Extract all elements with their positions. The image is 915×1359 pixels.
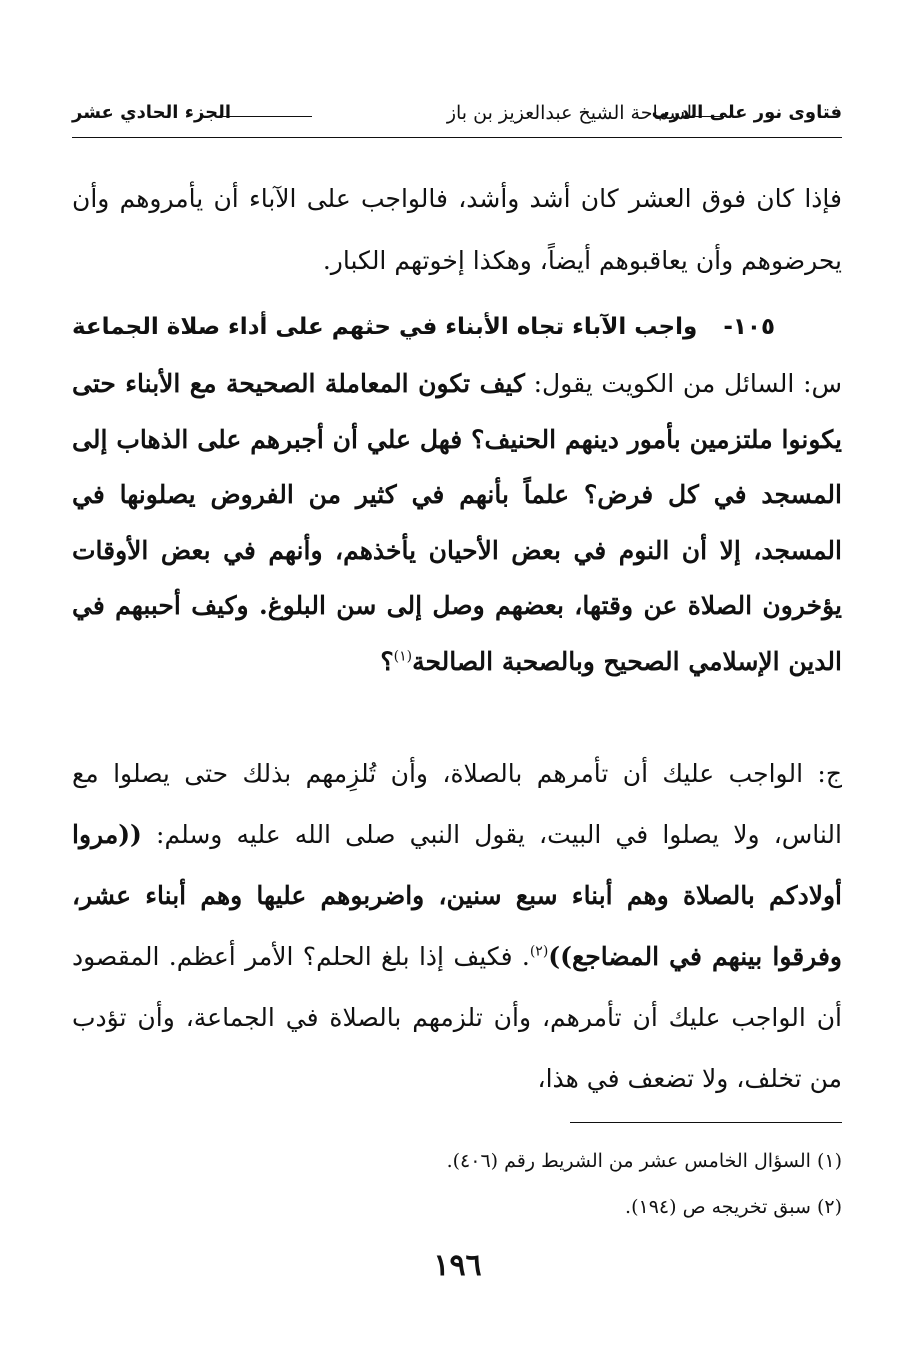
footnote-2: (٢) سبق تخريجه ص (١٩٤). [625,1196,842,1218]
question-mark: ؟ [380,646,394,676]
answer-paragraph [72,743,842,1109]
section-title: واجب الآباء تجاه الأبناء في حثهم على أداء صلاة الجماعة [71,314,698,340]
answer-text-2: . فكيف إذا بلغ الحلم؟ الأمر أعظم. المقصود أن الواجب عليك أن تأمرهم، وأن تلزمهم بالصلاة في الجماعة، وأن تؤدب من تخلف، ولا تضعف في هذا، [72,942,842,1093]
volume-label: الجزء الحادي عشر [72,102,232,123]
hadith-quote: ((مروا أولادكم بالصلاة وهم أبناء سبع سنين، واضربوهم عليها وهم أبناء عشر، وفرقوا بينهم في المضاجع)) [72,820,842,971]
header-dash [222,116,312,117]
footnote-ref-2: (٢) [529,943,549,960]
question-paragraph [72,356,842,689]
header-dash [694,116,730,117]
section-heading [71,305,775,349]
running-header [72,98,842,138]
question-text: كيف تكون المعاملة الصحيحة مع الأبناء حتى يكونوا ملتزمين بأمور دينهم الحنيف؟ فهل علي أن أجبرهم على الذهاب إلى المسجد في كل فرض؟ علماً بأنهم في كثير من الفروض يصلونها في المسجد، إلا أن النوم في بعض الأحيان يأخذهم، وأنهم في بعض الأوقات يؤخرون الصلاة عن وقتها، بعضهم وصل إلى سن البلوغ. وكيف أحببهم في الدين الإسلامي الصحيح وبالصحبة الصالحة [72,369,842,676]
intro-text: فإذا كان فوق العشر كان أشد وأشد، فالواجب على الآباء أن يأمروهم وأن يحرضوهم وأن يعاقبوهم أيضاً، وهكذا إخوتهم الكبار. [72,184,842,275]
answer-text-1: ج: الواجب عليك أن تأمرهم بالصلاة، وأن تُلزِمهم بذلك حتى يصلوا مع الناس، ولا يصلوا في البيت، يقول النبي صلى الله عليه وسلم: [72,759,842,849]
question-lead: س: السائل من الكويت يقول: [533,369,843,398]
footnotes [72,1138,842,1230]
book-title: فتاوى نور على الدرب [651,102,842,123]
author-line: لسماحة الشيخ عبدالعزيز بن باز [446,102,692,124]
intro-paragraph [72,168,842,292]
page-number: ١٩٦ [433,1248,482,1283]
section-number: ١٠٥- [723,314,775,340]
header-rule [72,137,842,138]
footnote-1: (١) السؤال الخامس عشر من الشريط رقم (٤٠٦). [446,1150,842,1172]
footnote-rule [570,1122,842,1123]
footnote-ref-1: (١) [393,648,413,665]
